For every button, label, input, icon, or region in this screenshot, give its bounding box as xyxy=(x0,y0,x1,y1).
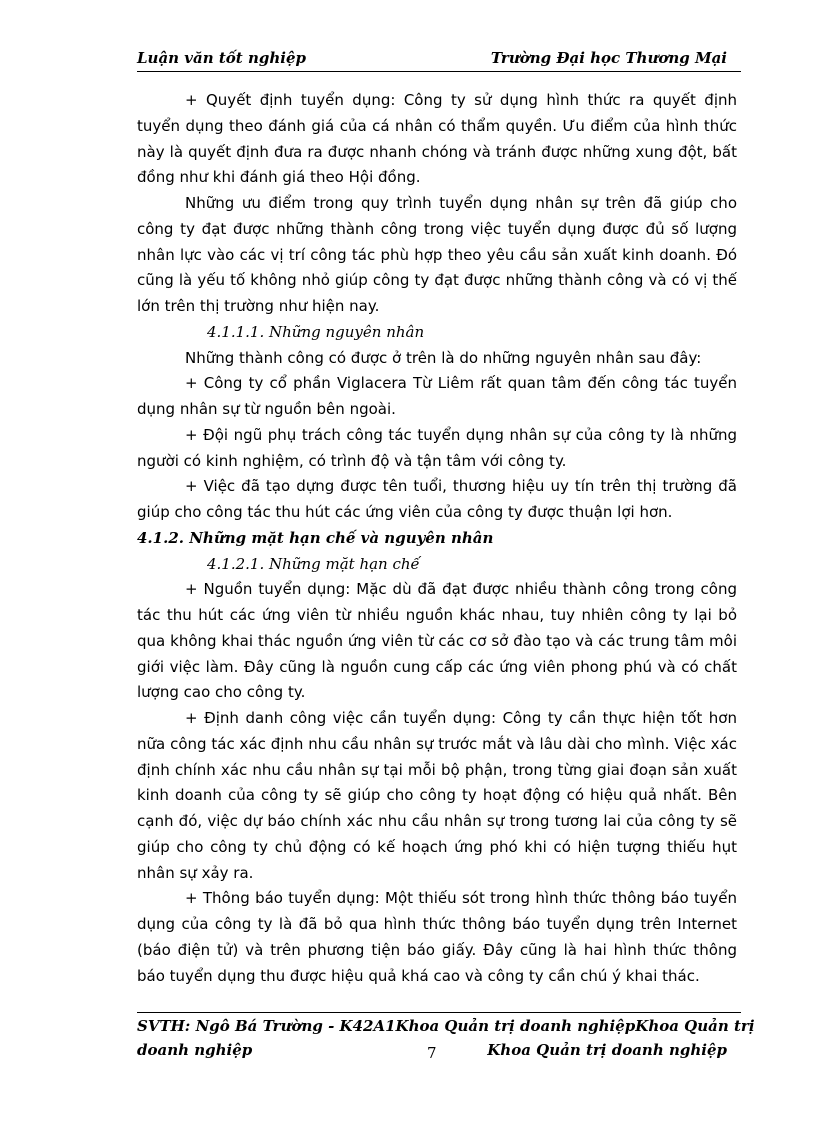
subsection-heading: 4.1.2.1. Những mặt hạn chế xyxy=(207,554,420,573)
paragraph: Những thành công có được ở trên là do những nguyên nhân sau đây: xyxy=(185,348,702,367)
paragraph: + Định danh công việc cần tuyển dụng: Công ty cần thực hiện tốt hơn nữa công tác xác định nhu cầu nhân sự trước mắt và lâu dài cho mình. Việc xác định chính xác nhu cầu nhân sự tại mỗi bộ phận, trong từng giai đoạn sản xuất kinh doanh của công ty sẽ giúp cho công ty hoạt động có hiệu quả nhất. Bên cạnh đó, việc dự báo chính xác nhu cầu nhân sự trong tương lai của công ty sẽ giúp cho công ty chủ động có kế hoạch ứng phó khi có hiện tượng thiếu hụt nhân sự xảy ra. xyxy=(137,709,737,882)
page-header xyxy=(137,49,741,72)
paragraph: + Việc đã tạo dựng được tên tuổi, thương hiệu uy tín trên thị trường đã giúp cho công tác thu hút các ứng viên của công ty được thuận lợi hơn. xyxy=(137,477,737,521)
footer-author-line: SVTH: Ngô Bá Trường - K42A1Khoa Quản trị doanh nghiệpKhoa Quản trị xyxy=(137,1017,755,1035)
section-heading: 4.1.2. Những mặt hạn chế và nguyên nhân xyxy=(137,528,494,547)
paragraph: + Công ty cổ phần Viglacera Từ Liêm rất quan tâm đến công tác tuyển dụng nhân sự từ nguồn bên ngoài. xyxy=(137,374,737,418)
page-number: 7 xyxy=(427,1044,437,1062)
header-right-title: Trường Đại học Thương Mại xyxy=(490,49,727,67)
document-body xyxy=(137,88,737,989)
paragraph: + Quyết định tuyển dụng: Công ty sử dụng hình thức ra quyết định tuyển dụng theo đánh giá của cá nhân có thẩm quyền. Ưu điểm của hình thức này là quyết định đưa ra được nhanh chóng và tránh được những xung đột, bất đồng như khi đánh giá theo Hội đồng. xyxy=(137,91,737,187)
page-footer xyxy=(137,1012,755,1062)
footer-dept-left: doanh nghiệp xyxy=(137,1041,253,1059)
paragraph: + Đội ngũ phụ trách công tác tuyển dụng nhân sự của công ty là những người có kinh nghiệm, có trình độ và tận tâm với công ty. xyxy=(137,425,737,470)
paragraph: Những ưu điểm trong quy trình tuyển dụng nhân sự trên đã giúp cho công ty đạt được những thành công trong việc tuyển dụng được đủ số lượng nhân lực vào các vị trí công tác phù hợp theo yêu cầu sản xuất kinh doanh. Đó cũng là yếu tố không nhỏ giúp công ty đạt được những thành công và có vị thế lớn trên thị trường như hiện nay. xyxy=(137,194,737,315)
subsection-heading: 4.1.1.1. Những nguyên nhân xyxy=(207,322,425,341)
footer-dept-right: Khoa Quản trị doanh nghiệp xyxy=(487,1041,727,1059)
paragraph: + Nguồn tuyển dụng: Mặc dù đã đạt được nhiều thành công trong công tác thu hút các ứng viên từ nhiều nguồn khác nhau, tuy nhiên công ty lại bỏ qua không khai thác nguồn ứng viên từ các cơ sở đào tạo và các trung tâm môi giới việc làm. Đây cũng là nguồn cung cấp các ứng viên phong phú và có chất lượng cao cho công ty. xyxy=(137,580,737,702)
paragraph: + Thông báo tuyển dụng: Một thiếu sót trong hình thức thông báo tuyển dụng của công ty là đã bỏ qua hình thức thông báo tuyển dụng trên Internet (báo điện tử) và trên phương tiện báo giấy. Đây cũng là hai hình thức thông báo tuyển dụng thu được hiệu quả khá cao và công ty cần chú ý khai thác. xyxy=(137,889,737,985)
header-left-title: Luận văn tốt nghiệp xyxy=(137,49,306,67)
